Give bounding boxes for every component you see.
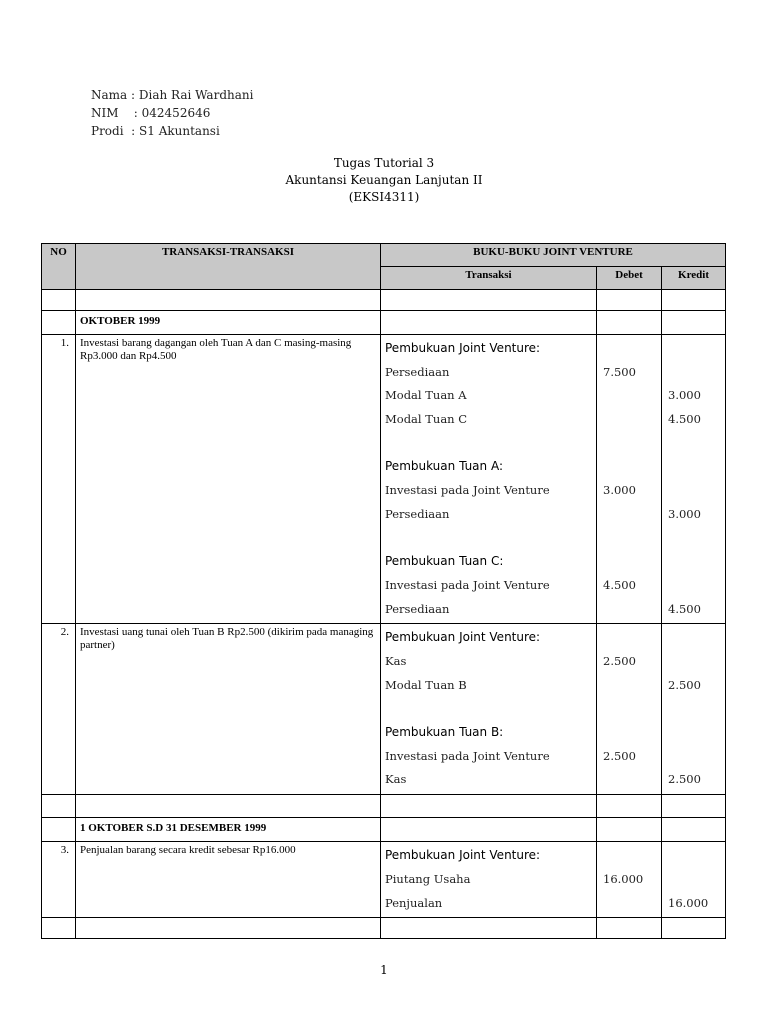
entry-kredit: 4.500 bbox=[668, 601, 701, 616]
entry-kredit bbox=[668, 868, 721, 892]
page-number: 1 bbox=[380, 963, 388, 977]
student-nim: NIM : 042452646 bbox=[91, 106, 211, 120]
entry-debet bbox=[603, 674, 657, 698]
entry-debet: 3.000 bbox=[603, 483, 636, 498]
entry-debet bbox=[603, 598, 657, 622]
kredit-spacer bbox=[668, 550, 721, 574]
empty-cell bbox=[597, 290, 662, 311]
journal-accounts bbox=[381, 624, 597, 795]
book-title: Pembukuan Joint Venture: bbox=[385, 630, 541, 645]
book-spacer bbox=[603, 527, 657, 551]
empty-cell bbox=[662, 918, 726, 939]
entry-kredit: 16.000 bbox=[668, 895, 709, 910]
entry-account: Persediaan bbox=[385, 506, 450, 521]
book-spacer bbox=[385, 432, 592, 456]
kredit-spacer bbox=[668, 337, 721, 361]
entry-kredit bbox=[668, 361, 721, 385]
transaction-row bbox=[42, 335, 726, 624]
empty-cell bbox=[42, 290, 76, 311]
section-row bbox=[42, 818, 726, 842]
entry-account: Piutang Usaha bbox=[385, 871, 471, 886]
entry-debet: 2.500 bbox=[603, 653, 636, 668]
kredit-spacer bbox=[668, 721, 721, 745]
entry-debet: 16.000 bbox=[603, 871, 644, 886]
empty-row bbox=[42, 290, 726, 311]
student-prodi: Prodi : S1 Akuntansi bbox=[91, 124, 220, 138]
entry-debet bbox=[603, 892, 657, 916]
empty-cell bbox=[381, 290, 597, 311]
entry-debet bbox=[603, 768, 657, 792]
student-info bbox=[91, 86, 253, 140]
title-line-1: Tugas Tutorial 3 bbox=[333, 156, 435, 170]
entry-kredit bbox=[668, 574, 721, 598]
entry-kredit bbox=[668, 650, 721, 674]
empty-cell bbox=[381, 795, 597, 818]
journal-debet bbox=[597, 624, 662, 795]
debet-spacer bbox=[603, 455, 657, 479]
book-title: Pembukuan Tuan B: bbox=[385, 725, 504, 740]
transaction-description: Investasi uang tunai oleh Tuan B Rp2.500 (dikirim pada managing partner) bbox=[76, 624, 381, 795]
entry-account: Persediaan bbox=[385, 601, 450, 616]
entry-kredit: 4.500 bbox=[668, 412, 701, 427]
empty-cell bbox=[76, 918, 381, 939]
kredit-spacer bbox=[668, 455, 721, 479]
journal-accounts bbox=[381, 842, 597, 918]
section-empty-cell bbox=[381, 311, 597, 335]
debet-spacer bbox=[603, 337, 657, 361]
entry-kredit: 3.000 bbox=[668, 506, 701, 521]
book-title: Pembukuan Joint Venture: bbox=[385, 341, 541, 355]
journal-kredit bbox=[662, 624, 726, 795]
subheader-transaksi: Transaksi bbox=[381, 267, 597, 290]
empty-row bbox=[42, 795, 726, 818]
journal-debet bbox=[597, 335, 662, 624]
header-no: NO bbox=[42, 244, 76, 290]
empty-row bbox=[42, 918, 726, 939]
debet-spacer bbox=[603, 721, 657, 745]
transaction-description: Investasi barang dagangan oleh Tuan A dan C masing-masing Rp3.000 dan Rp4.500 bbox=[76, 335, 381, 624]
empty-cell bbox=[381, 918, 597, 939]
empty-cell bbox=[597, 918, 662, 939]
kredit-spacer bbox=[668, 626, 721, 650]
entry-account: Kas bbox=[385, 654, 407, 668]
journal-kredit bbox=[662, 842, 726, 918]
entry-account: Modal Tuan A bbox=[385, 388, 467, 403]
debet-spacer bbox=[603, 844, 657, 868]
section-empty-cell bbox=[597, 818, 662, 842]
empty-cell bbox=[76, 795, 381, 818]
section-empty-cell bbox=[662, 311, 726, 335]
book-spacer bbox=[603, 697, 657, 721]
entry-kredit bbox=[668, 479, 721, 503]
title-line-3: (EKSI4311) bbox=[348, 190, 420, 204]
book-title: Pembukuan Joint Venture: bbox=[385, 848, 541, 863]
debet-spacer bbox=[603, 626, 657, 650]
joint-venture-table bbox=[41, 243, 726, 939]
empty-cell bbox=[76, 290, 381, 311]
empty-cell bbox=[597, 795, 662, 818]
section-row bbox=[42, 311, 726, 335]
section-empty-cell bbox=[381, 818, 597, 842]
book-spacer bbox=[668, 527, 721, 551]
document-title bbox=[0, 155, 768, 206]
kredit-spacer bbox=[668, 844, 721, 868]
book-title: Pembukuan Tuan A: bbox=[385, 459, 503, 474]
entry-account: Investasi pada Joint Venture bbox=[385, 748, 550, 763]
transaction-description: Penjualan barang secara kredit sebesar Rp16.000 bbox=[76, 842, 381, 918]
section-no-cell bbox=[42, 311, 76, 335]
entry-debet bbox=[603, 503, 657, 527]
book-title: Pembukuan Tuan C: bbox=[385, 554, 504, 569]
header-buku-joint-venture: BUKU-BUKU JOINT VENTURE bbox=[381, 244, 726, 267]
empty-cell bbox=[662, 290, 726, 311]
title-line-2: Akuntansi Keuangan Lanjutan II bbox=[285, 173, 483, 187]
entry-account: Investasi pada Joint Venture bbox=[385, 483, 550, 498]
section-empty-cell bbox=[597, 311, 662, 335]
entry-account: Modal Tuan B bbox=[385, 677, 467, 692]
student-name: Nama : Diah Rai Wardhani bbox=[91, 88, 254, 102]
journal-kredit bbox=[662, 335, 726, 624]
subheader-debet: Debet bbox=[597, 267, 662, 290]
book-spacer bbox=[603, 432, 657, 456]
entry-debet bbox=[603, 384, 657, 408]
entry-account: Modal Tuan C bbox=[385, 412, 468, 427]
entry-debet: 7.500 bbox=[603, 364, 636, 379]
transaction-row bbox=[42, 624, 726, 795]
book-spacer bbox=[385, 527, 592, 551]
section-title: 1 OKTOBER S.D 31 DESEMBER 1999 bbox=[76, 818, 381, 842]
book-spacer bbox=[385, 697, 592, 721]
journal-accounts bbox=[381, 335, 597, 624]
transaction-number: 2. bbox=[42, 624, 76, 795]
section-title: OKTOBER 1999 bbox=[76, 311, 381, 335]
entry-debet: 4.500 bbox=[603, 577, 636, 592]
entry-account: Persediaan bbox=[385, 364, 450, 379]
section-empty-cell bbox=[662, 818, 726, 842]
transaction-number: 1. bbox=[42, 335, 76, 624]
header-transaksi-transaksi: TRANSAKSI-TRANSAKSI bbox=[76, 244, 381, 290]
debet-spacer bbox=[603, 550, 657, 574]
entry-debet bbox=[603, 408, 657, 432]
transaction-number: 3. bbox=[42, 842, 76, 918]
book-spacer bbox=[668, 432, 721, 456]
book-spacer bbox=[668, 697, 721, 721]
empty-cell bbox=[42, 918, 76, 939]
section-no-cell bbox=[42, 818, 76, 842]
entry-kredit bbox=[668, 745, 721, 769]
subheader-kredit: Kredit bbox=[662, 267, 726, 290]
entry-kredit: 2.500 bbox=[668, 677, 701, 692]
entry-account: Kas bbox=[385, 772, 407, 787]
entry-kredit: 3.000 bbox=[668, 388, 701, 403]
empty-cell bbox=[662, 795, 726, 818]
entry-debet: 2.500 bbox=[603, 748, 636, 763]
entry-account: Investasi pada Joint Venture bbox=[385, 577, 550, 592]
entry-kredit: 2.500 bbox=[668, 772, 701, 787]
entry-account: Penjualan bbox=[385, 895, 443, 910]
transaction-row bbox=[42, 842, 726, 918]
empty-cell bbox=[42, 795, 76, 818]
journal-debet bbox=[597, 842, 662, 918]
